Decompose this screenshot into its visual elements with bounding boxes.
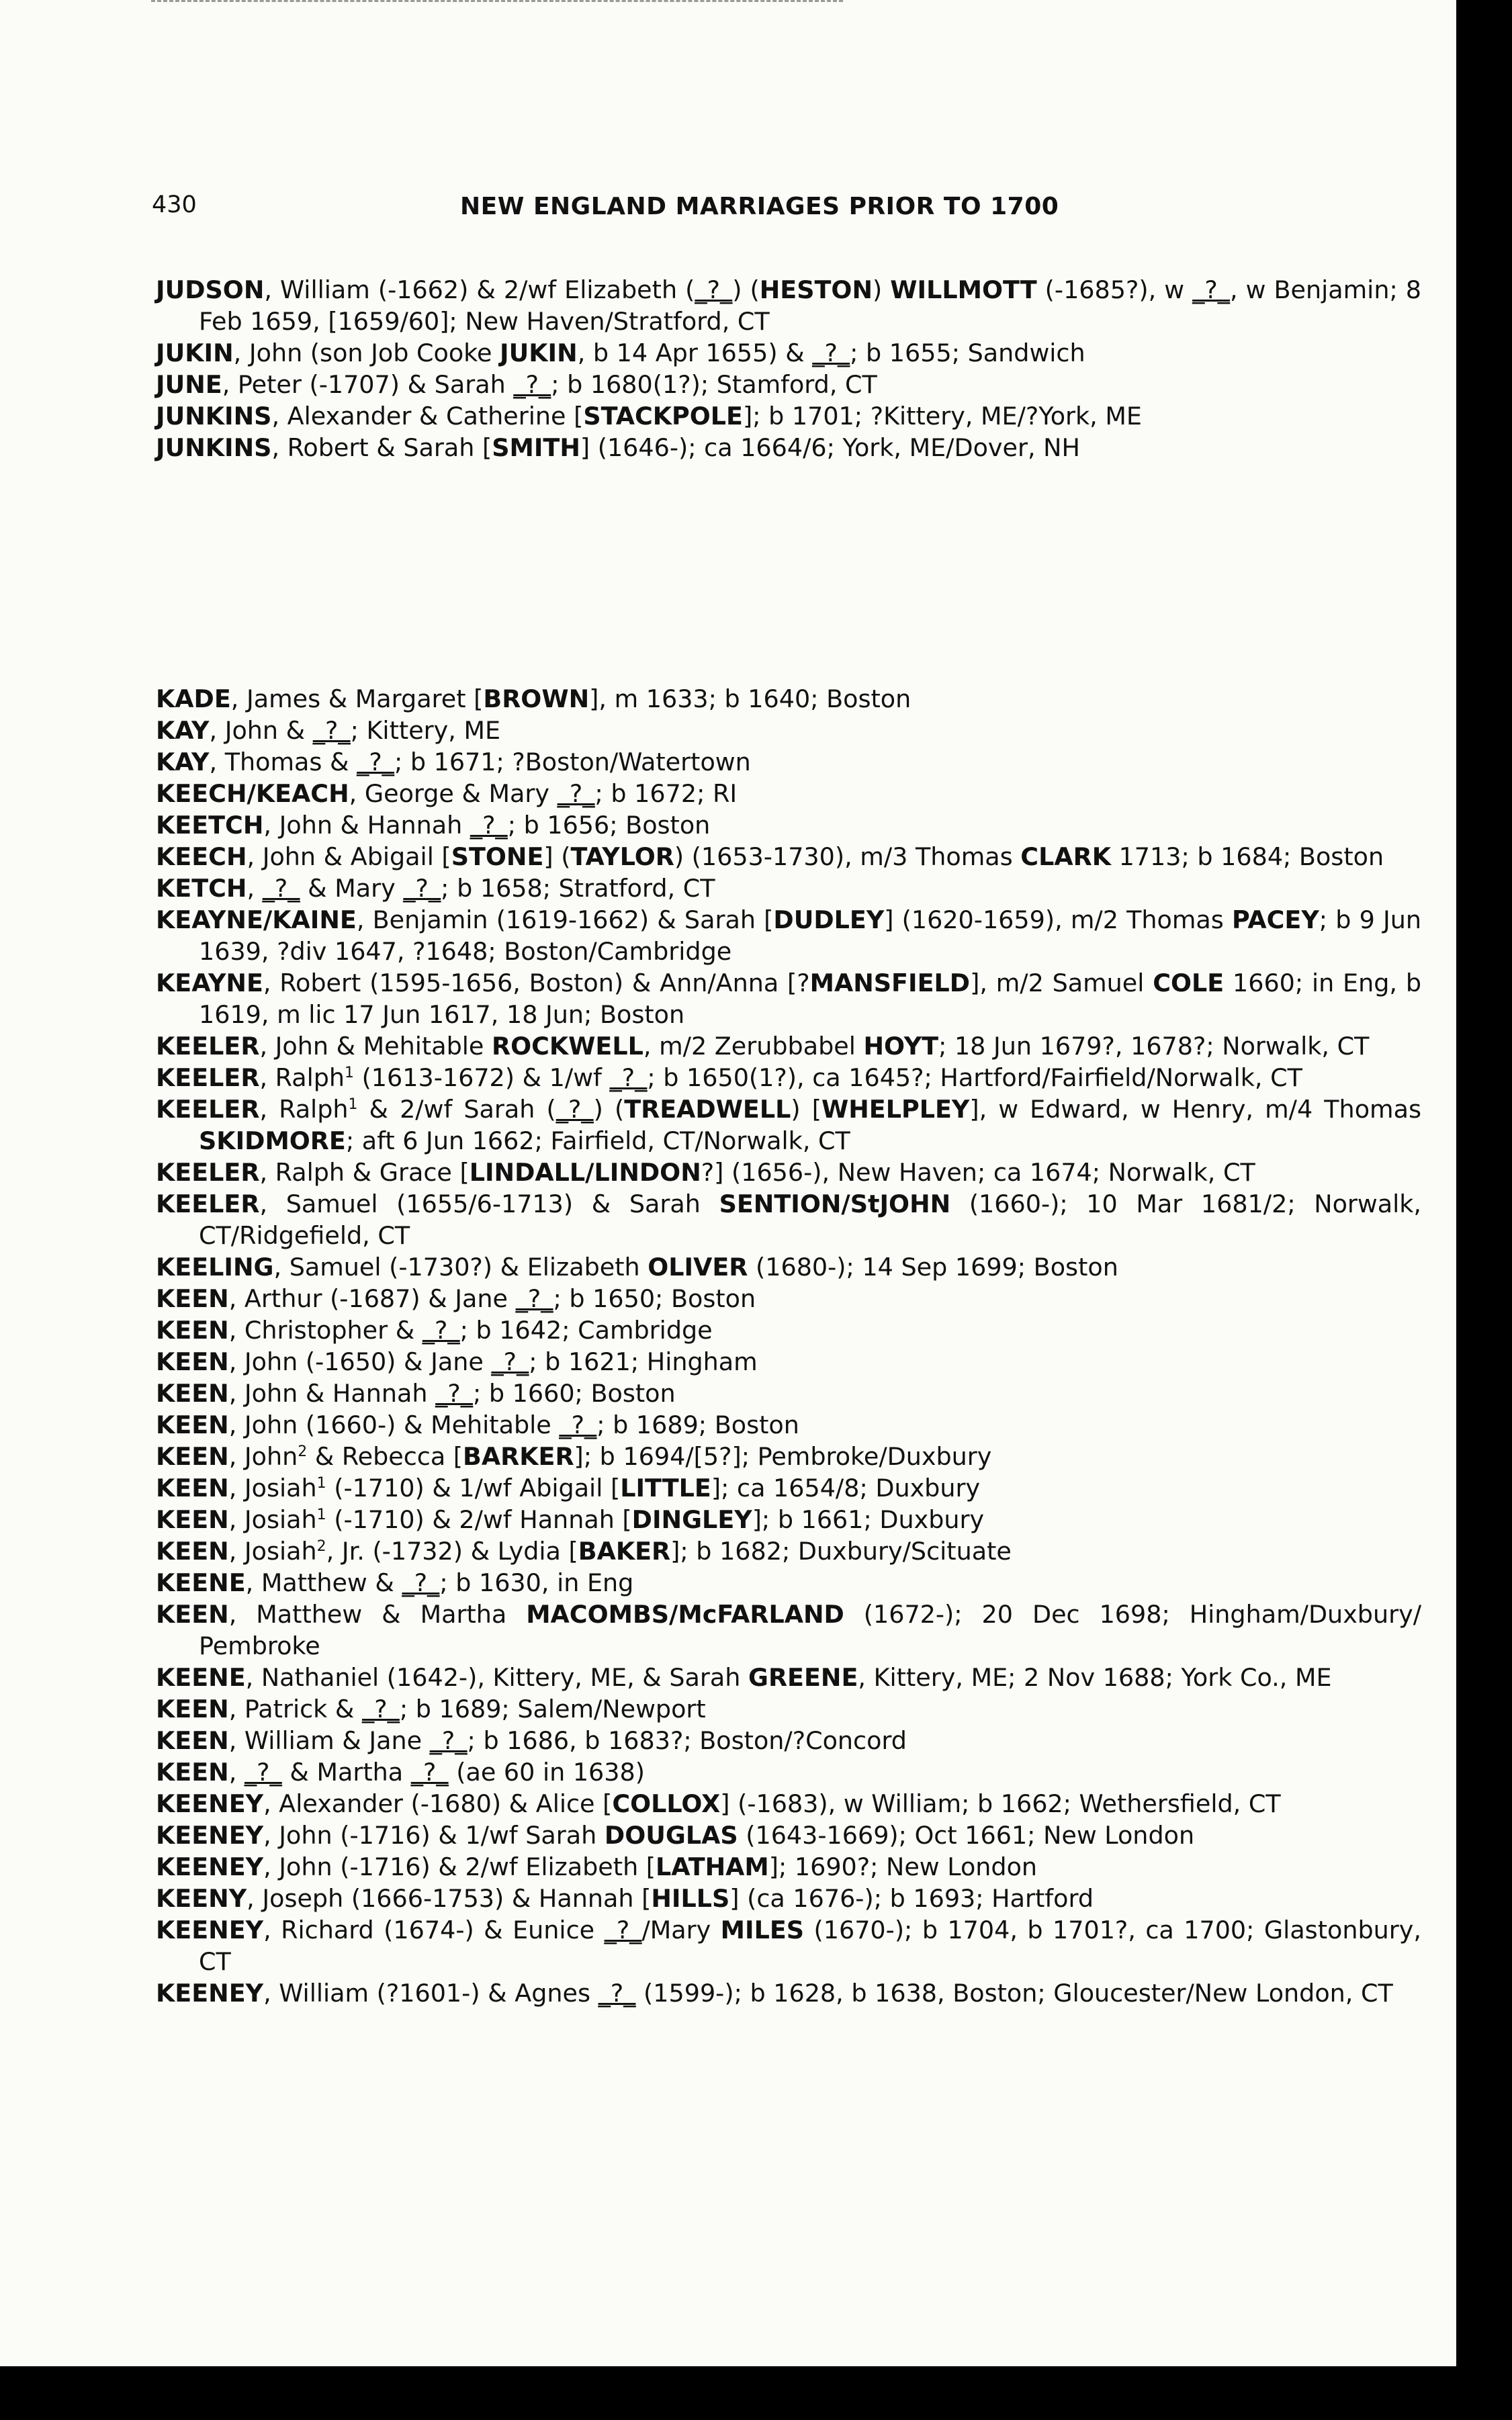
unknown-name-blank: _?_ — [515, 1284, 553, 1313]
surname: PACEY — [1231, 905, 1319, 934]
unknown-name-blank: _?_ — [422, 1316, 460, 1345]
unknown-name-blank: _?_ — [435, 1379, 473, 1408]
marriage-entry: KEENY, Joseph (1666-1753) & Hannah [HILLS] (ca 1676-); b 1693; Hartford — [156, 1884, 1094, 1913]
unknown-name-blank: _?_ — [557, 779, 595, 808]
surname: KADE — [156, 684, 231, 713]
surname: KEENY — [156, 1884, 247, 1913]
marriage-entry: KEENEY, Alexander (-1680) & Alice [COLLOX] (-1683), w William; b 1662; Wethersfield, CT — [156, 1789, 1281, 1818]
marriage-entry: KEELER, Ralph$^1$ & 2/wf Sarah (_?_) (TREADWELL) [WHELPLEY], w Edward, w Henry, m/4 Thomas SKIDMORE; aft 6 Jun 1662; Fairfield, CT/Norwalk, CT — [156, 1095, 1421, 1155]
marriage-entry: KEEN, William & Jane _?_; b 1686, b 1683?; Boston/?Concord — [156, 1726, 907, 1755]
marriage-entry: KADE, James & Margaret [BROWN], m 1633; b 1640; Boston — [156, 684, 911, 713]
surname: JUDSON — [156, 275, 265, 304]
surname: DOUGLAS — [604, 1821, 738, 1850]
unknown-name-blank: _?_ — [491, 1347, 529, 1376]
surname: KEELER — [156, 1063, 260, 1092]
surname: KEEN — [156, 1600, 229, 1629]
surname: KEEN — [156, 1758, 229, 1787]
surname: KEEN — [156, 1284, 229, 1313]
surname: KEEN — [156, 1726, 229, 1755]
unknown-name-blank: _?_ — [609, 1063, 648, 1092]
surname: MANSFIELD — [809, 969, 971, 997]
surname: KEEN — [156, 1379, 229, 1408]
marriage-entry: KEEN, Matthew & Martha MACOMBS/McFARLAND (1672-); 20 Dec 1698; Hingham/Duxbury/ Pembroke — [156, 1600, 1422, 1660]
marriage-entry: KEEN, Arthur (-1687) & Jane _?_; b 1650; Boston — [156, 1284, 756, 1313]
surname: KEENEY — [156, 1789, 264, 1818]
surname: KEENE — [156, 1663, 246, 1692]
surname: KAY — [156, 748, 210, 776]
marriage-entry: KEENEY, John (-1716) & 2/wf Elizabeth [LATHAM]; 1690?; New London — [156, 1852, 1038, 1881]
marriage-entry: KEECH, John & Abigail [STONE] (TAYLOR) (1653-1730), m/3 Thomas CLARK 1713; b 1684; Boston — [156, 842, 1384, 871]
surname: JUKIN — [156, 339, 234, 367]
surname: JUNKINS — [156, 433, 272, 462]
surname: HOYT — [863, 1032, 939, 1061]
unknown-name-blank: _?_ — [559, 1410, 597, 1439]
surname: LATHAM — [656, 1852, 769, 1881]
running-head — [0, 191, 1456, 232]
surname: KEEN — [156, 1347, 229, 1376]
marriage-entry: KEENE, Matthew & _?_; b 1630, in Eng — [156, 1568, 634, 1597]
page-title: NEW ENGLAND MARRIAGES PRIOR TO 1700 — [460, 193, 1059, 220]
surname: JUNE — [156, 370, 222, 399]
marriage-entry: KAY, John & _?_; Kittery, ME — [156, 716, 501, 745]
marriage-entry: JUNKINS, Robert & Sarah [SMITH] (1646-); ca 1664/6; York, ME/Dover, NH — [156, 433, 1080, 462]
marriage-entry: KEELER, Samuel (1655/6-1713) & Sarah SENTION/StJOHN (1660-); 10 Mar 1681/2; Norwalk, CT/Ridgefield, CT — [156, 1190, 1422, 1250]
marriage-entry: KEELING, Samuel (-1730?) & Elizabeth OLIVER (1680-); 14 Sep 1699; Boston — [156, 1253, 1118, 1282]
surname: KEENE — [156, 1568, 246, 1597]
surname: CLARK — [1020, 842, 1111, 871]
surname: LINDALL/LINDON — [469, 1158, 701, 1187]
unknown-name-blank: _?_ — [244, 1758, 282, 1787]
surname: WHELPLEY — [821, 1095, 970, 1124]
unknown-name-blank: _?_ — [402, 1568, 440, 1597]
unknown-name-blank: _?_ — [357, 748, 394, 776]
surname: KAY — [156, 716, 210, 745]
marriage-entry: KETCH, _?_ & Mary _?_; b 1658; Stratford, CT — [156, 874, 715, 903]
marriage-entry: KEEN, Josiah$^2$, Jr. (-1732) & Lydia [BAKER]; b 1682; Duxbury/Scituate — [156, 1537, 1012, 1566]
surname: KEELER — [156, 1095, 260, 1124]
surname: KEELER — [156, 1158, 260, 1187]
surname: KEEN — [156, 1695, 229, 1723]
marriage-entry: KEAYNE, Robert (1595-1656, Boston) & Ann/Anna [?MANSFIELD], m/2 Samuel COLE 1660; in Eng, b 1619, m lic 17 Jun 1617, 18 Jun; Boston — [156, 969, 1421, 1029]
surname: KEECH/KEACH — [156, 779, 349, 808]
surname: KETCH — [156, 874, 247, 903]
marriage-entry: KEETCH, John & Hannah _?_; b 1656; Boston — [156, 811, 711, 840]
surname: KEELING — [156, 1253, 274, 1282]
marriage-entry: KAY, Thomas & _?_; b 1671; ?Boston/Watertown — [156, 748, 751, 776]
surname: KEEN — [156, 1442, 229, 1471]
surname: JUKIN — [500, 339, 578, 367]
surname: KEECH — [156, 842, 247, 871]
surname: TREADWELL — [624, 1095, 791, 1124]
surname: KEENEY — [156, 1916, 264, 1944]
unknown-name-blank: _?_ — [470, 811, 508, 840]
marriage-entry: KEENE, Nathaniel (1642-), Kittery, ME, & Sarah GREENE, Kittery, ME; 2 Nov 1688; York Co., ME — [156, 1663, 1332, 1692]
marriage-entry: KEEN, _?_ & Martha _?_ (ae 60 in 1638) — [156, 1758, 645, 1787]
surname: ROCKWELL — [491, 1032, 643, 1061]
surname: GREENE — [748, 1663, 858, 1692]
surname: STACKPOLE — [583, 402, 743, 431]
surname: KEEN — [156, 1505, 229, 1534]
surname: KEEN — [156, 1474, 229, 1503]
surname: DINGLEY — [631, 1505, 752, 1534]
unknown-name-blank: _?_ — [598, 1979, 636, 2008]
surname: OLIVER — [648, 1253, 748, 1282]
surname: TAYLOR — [570, 842, 674, 871]
surname: COLE — [1153, 969, 1225, 997]
page-number: 430 — [152, 191, 197, 218]
marriage-entry: JUDSON, William (-1662) & 2/wf Elizabeth (_?_) (HESTON) WILLMOTT (-1685?), w _?_, w Benjamin; 8 Feb 1659, [1659/60]; New Haven/Stratford, CT — [156, 275, 1421, 336]
surname: KEEN — [156, 1316, 229, 1345]
surname: SMITH — [492, 433, 580, 462]
surname: SKIDMORE — [199, 1126, 346, 1155]
surname: HESTON — [759, 275, 873, 304]
surname: JUNKINS — [156, 402, 272, 431]
unknown-name-blank: _?_ — [1192, 275, 1230, 304]
marriage-entry: KEENEY, John (-1716) & 1/wf Sarah DOUGLAS (1643-1669); Oct 1661; New London — [156, 1821, 1195, 1850]
surname: KEETCH — [156, 811, 264, 840]
surname: KEENEY — [156, 1852, 264, 1881]
unknown-name-blank: _?_ — [312, 716, 351, 745]
surname: STONE — [451, 842, 544, 871]
unknown-name-blank: _?_ — [429, 1726, 468, 1755]
unknown-name-blank: _?_ — [604, 1916, 642, 1944]
surname: SENTION/StJOHN — [719, 1190, 951, 1218]
surname: MACOMBS/McFARLAND — [526, 1600, 844, 1629]
entries-j — [0, 274, 1456, 463]
surname: KEAYNE — [156, 969, 263, 997]
marriage-entry: KEELER, Ralph$^1$ (1613-1672) & 1/wf _?_; b 1650(1?), ca 1645?; Hartford/Fairfield/Norwalk, CT — [156, 1063, 1302, 1092]
marriage-entry: KEEN, Christopher & _?_; b 1642; Cambridge — [156, 1316, 713, 1345]
marriage-entry: KEEN, John (-1650) & Jane _?_; b 1621; Hingham — [156, 1347, 758, 1376]
marriage-entry: KEENEY, Richard (1674-) & Eunice _?_/Mary MILES (1670-); b 1704, b 1701?, ca 1700; Glastonbury, CT — [156, 1916, 1421, 1976]
unknown-name-blank: _?_ — [361, 1695, 400, 1723]
marriage-entry: KEELER, Ralph & Grace [LINDALL/LINDON?] (1656-), New Haven; ca 1674; Norwalk, CT — [156, 1158, 1255, 1187]
marriage-entry: KEEN, Patrick & _?_; b 1689; Salem/Newport — [156, 1695, 706, 1723]
surname: BAKER — [578, 1537, 671, 1566]
surname: HILLS — [651, 1884, 730, 1913]
unknown-name-blank: _?_ — [410, 1758, 449, 1787]
marriage-entry: KEEN, John (1660-) & Mehitable _?_; b 1689; Boston — [156, 1410, 799, 1439]
unknown-name-blank: _?_ — [513, 370, 551, 399]
surname: KEELER — [156, 1190, 260, 1218]
top-rule — [151, 0, 843, 6]
marriage-entry: KEECH/KEACH, George & Mary _?_; b 1672; RI — [156, 779, 738, 808]
surname: MILES — [720, 1916, 805, 1944]
unknown-name-blank: _?_ — [262, 874, 300, 903]
surname: LITTLE — [620, 1474, 711, 1503]
marriage-entry: JUNKINS, Alexander & Catherine [STACKPOLE]; b 1701; ?Kittery, ME/?York, ME — [156, 402, 1142, 431]
marriage-entry: KEEN, John & Hannah _?_; b 1660; Boston — [156, 1379, 676, 1408]
surname: KEAYNE/KAINE — [156, 905, 357, 934]
surname: DUDLEY — [773, 905, 885, 934]
marriage-entry: KEEN, Josiah$^1$ (-1710) & 1/wf Abigail [LITTLE]; ca 1654/8; Duxbury — [156, 1474, 981, 1503]
surname: KEEN — [156, 1537, 229, 1566]
entries-k — [0, 683, 1456, 2009]
marriage-entry: KEEN, John$^2$ & Rebecca [BARKER]; b 1694/[5?]; Pembroke/Duxbury — [156, 1442, 992, 1471]
marriage-entry: JUNE, Peter (-1707) & Sarah _?_; b 1680(1?); Stamford, CT — [156, 370, 877, 399]
surname: KEEN — [156, 1410, 229, 1439]
marriage-entry: KEAYNE/KAINE, Benjamin (1619-1662) & Sarah [DUDLEY] (1620-1659), m/2 Thomas PACEY; b 9 Jun 1639, ?div 1647, ?1648; Boston/Cambridge — [156, 905, 1421, 966]
surname: BARKER — [463, 1442, 574, 1471]
surname: WILLMOTT — [890, 275, 1037, 304]
unknown-name-blank: _?_ — [812, 339, 850, 367]
surname: KEENEY — [156, 1979, 264, 2008]
surname: KEENEY — [156, 1821, 264, 1850]
surname: BROWN — [483, 684, 590, 713]
unknown-name-blank: _?_ — [695, 275, 733, 304]
marriage-entry: KEELER, John & Mehitable ROCKWELL, m/2 Zerubbabel HOYT; 18 Jun 1679?, 1678?; Norwalk, CT — [156, 1032, 1370, 1061]
marriage-entry: KEEN, Josiah$^1$ (-1710) & 2/wf Hannah [DINGLEY]; b 1661; Duxbury — [156, 1505, 985, 1534]
surname: COLLOX — [612, 1789, 721, 1818]
unknown-name-blank: _?_ — [555, 1095, 594, 1124]
marriage-entry: JUKIN, John (son Job Cooke JUKIN, b 14 Apr 1655) & _?_; b 1655; Sandwich — [156, 339, 1085, 367]
marriage-entry: KEENEY, William (?1601-) & Agnes _?_ (1599-); b 1628, b 1638, Boston; Gloucester/New London, CT — [156, 1979, 1393, 2008]
unknown-name-blank: _?_ — [403, 874, 441, 903]
surname: KEELER — [156, 1032, 260, 1061]
